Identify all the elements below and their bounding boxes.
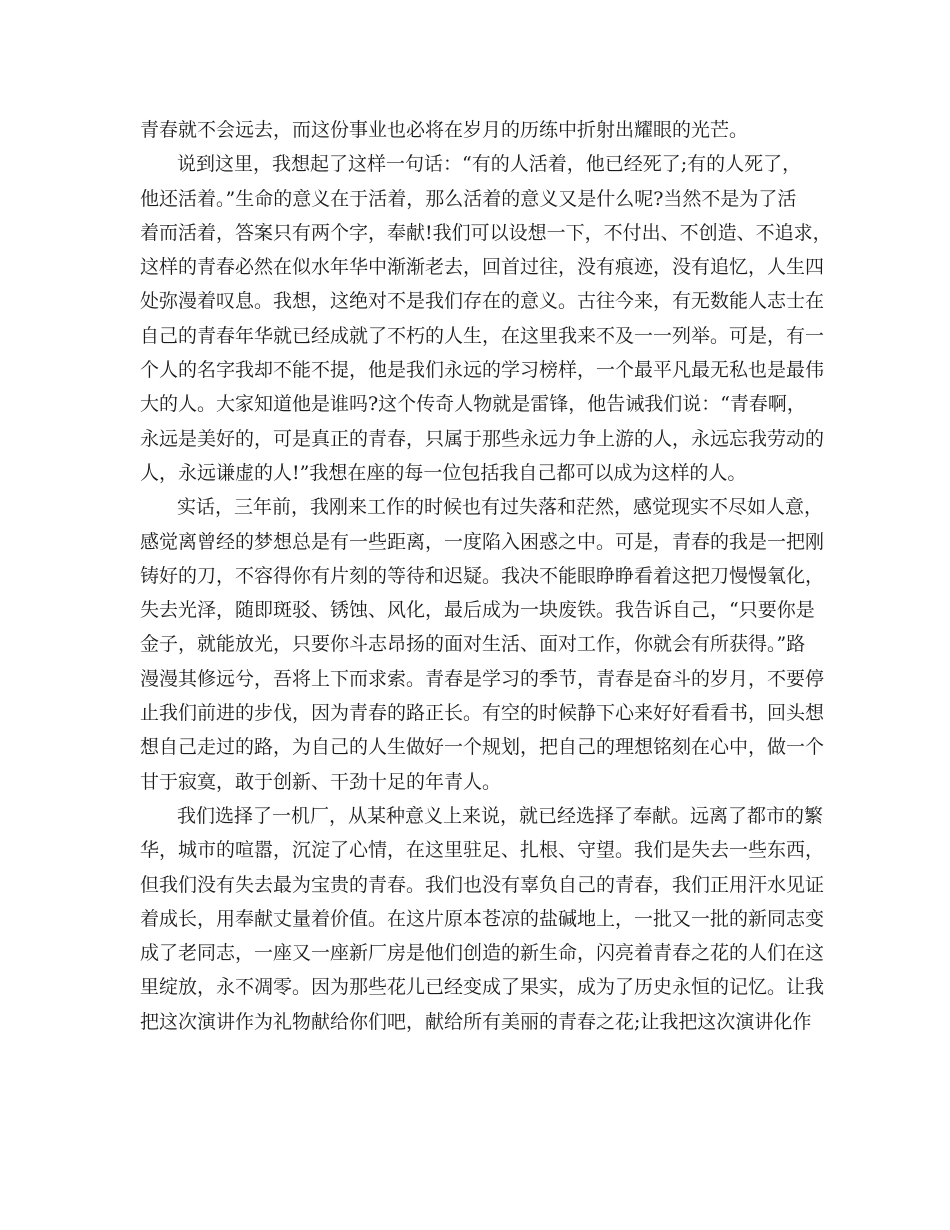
text-line: 这样的青春必然在似水年华中渐渐老去，回首过往，没有痕迹，没有追忆，人生四 [140, 256, 825, 279]
text-line: 金子，就能放光，只要你斗志昂扬的面对生活、面对工作，你就会有所获得。”路 [140, 633, 806, 656]
text-line: 青春就不会远去，而这份事业也必将在岁月的历练中折射出耀眼的光芒。 [140, 119, 749, 141]
text-line: 人，永远谦虚的人!”我想在座的每一位包括我自己都可以成为这样的人。 [140, 461, 747, 484]
paragraph-first-line: 我们选择了一机厂，从某种意义上来说，就已经选择了奉献。远离了都市的繁 [177, 804, 824, 827]
text-line: 想自己走过的路，为自己的人生做好一个规划，把自己的理想铭刻在心中，做一个 [140, 736, 825, 759]
text-line: 感觉离曾经的梦想总是有一些距离，一度陷入困惑之中。可是，青春的我是一把刚 [140, 530, 825, 553]
text-line: 甘于寂寞，敢于创新、干劲十足的年青人。 [140, 770, 502, 793]
text-line: 但我们没有失去最为宝贵的青春。我们也没有辜负自己的青春，我们正用汗水见证 [140, 873, 825, 896]
text-line: 失去光泽，随即斑驳、锈蚀、风化，最后成为一块废铁。我告诉自己，“只要你是 [140, 599, 815, 622]
text-line: 大的人。大家知道他是谁吗?这个传奇人物就是雷锋，他告诫我们说：“青春啊， [140, 393, 806, 416]
text-line: 着成长，用奉献丈量着价值。在这片原本苍凉的盐碱地上，一批又一批的新同志变 [140, 907, 825, 930]
text-line: 着而活着，答案只有两个字，奉献!我们可以设想一下，不付出、不创造、不追求， [140, 221, 832, 244]
text-line: 成了老同志，一座又一座新厂房是他们创造的新生命，闪亮着青春之花的人们在这 [140, 942, 825, 965]
text-line: 止我们前进的步伐，因为青春的路正长。有空的时候静下心来好好看看书，回头想 [140, 702, 825, 725]
paragraph-first-line: 实话，三年前，我刚来工作的时候也有过失落和茫然，感觉现实不尽如人意， [177, 496, 824, 519]
document-body [140, 113, 832, 1039]
text-line: 把这次演讲作为礼物献给你们吧，献给所有美丽的青春之花;让我把这次演讲化作 [140, 1010, 812, 1033]
paragraph-first-line: 说到这里，我想起了这样一句话：“有的人活着，他已经死了;有的人死了， [177, 153, 802, 176]
text-line: 里绽放，永不凋零。因为那些花儿已经变成了果实，成为了历史永恒的记忆。让我 [140, 976, 825, 999]
text-line: 处弥漫着叹息。我想，这绝对不是我们存在的意义。古往今来，有无数能人志士在 [140, 290, 825, 313]
text-line: 永远是美好的，可是真正的青春，只属于那些永远力争上游的人，永远忘我劳动的 [140, 427, 825, 450]
text-line: 铸好的刀，不容得你有片刻的等待和迟疑。我决不能眼睁睁看着这把刀慢慢氧化， [140, 564, 825, 587]
text-line: 漫漫其修远兮，吾将上下而求索。青春是学习的季节，青春是奋斗的岁月，不要停 [140, 667, 825, 690]
text-line: 华，城市的喧嚣，沉淀了心情，在这里驻足、扎根、守望。我们是失去一些东西， [140, 839, 825, 862]
text-line: 自己的青春年华就已经成就了不朽的人生，在这里我来不及一一列举。可是，有一 [140, 324, 825, 347]
text-line: 个人的名字我却不能不提，他是我们永远的学习榜样，一个最平凡最无私也是最伟 [140, 359, 825, 382]
text-line: 他还活着。”生命的意义在于活着，那么活着的意义又是什么呢?当然不是为了活 [140, 187, 797, 210]
